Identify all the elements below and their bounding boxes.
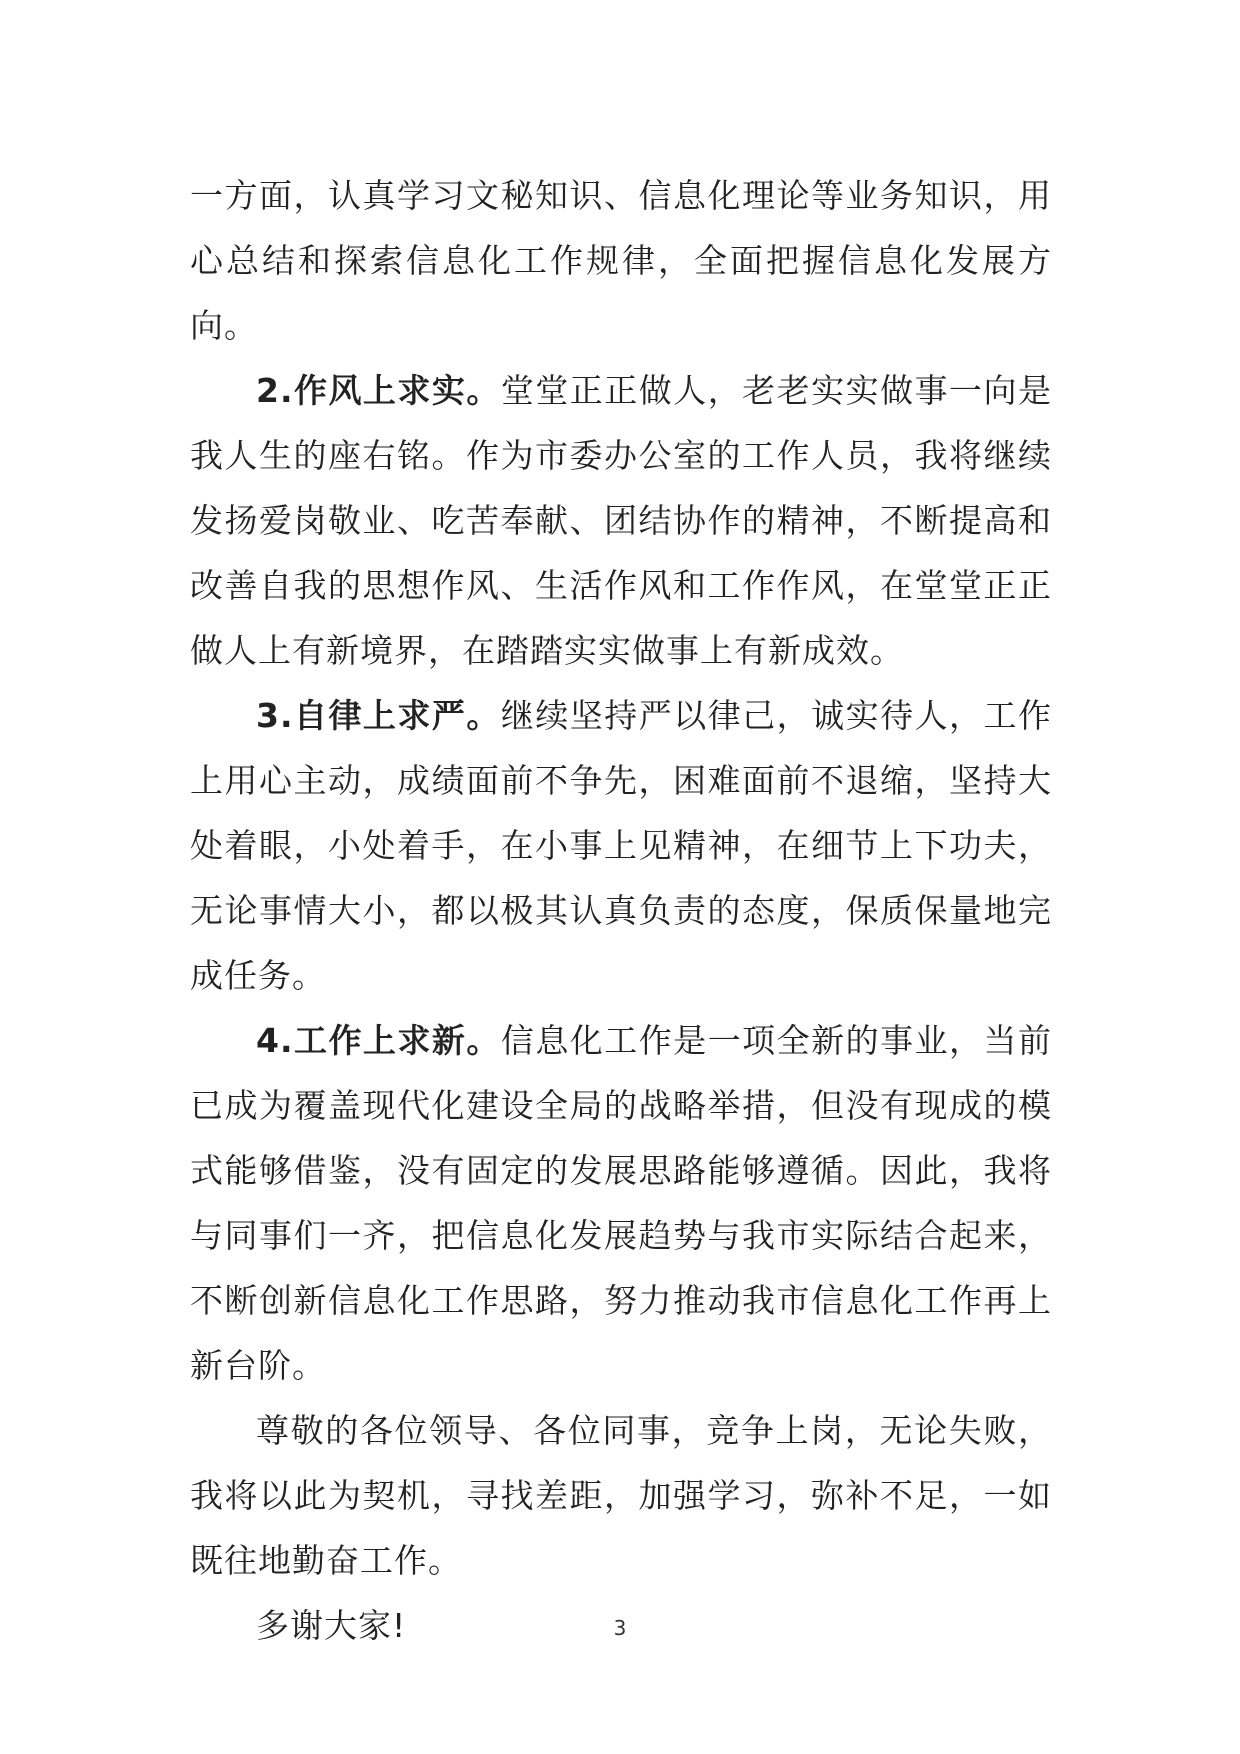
page-number: 3 <box>613 1616 627 1640</box>
paragraph-4 <box>190 1008 1052 1398</box>
paragraph-1-text: 一方面，认真学习文秘知识、信息化理论等业务知识，用心总结和探索信息化工作规律，全面把握信息化发展方向。 <box>190 176 1052 345</box>
paragraph-3-text: 继续坚持严以律己，诚实待人，工作上用心主动，成绩面前不争先，困难面前不退缩，坚持大处着眼，小处着手，在小事上见精神，在细节上下功夫，无论事情大小，都以极其认真负责的态度，保质保量地完成任务。 <box>190 696 1053 995</box>
paragraph-4-lead: 4.工作上求新。 <box>256 1021 501 1060</box>
paragraph-1 <box>190 163 1052 358</box>
paragraph-5 <box>190 1398 1052 1593</box>
paragraph-4-text: 信息化工作是一项全新的事业，当前已成为覆盖现代化建设全局的战略举措，但没有现成的模式能够借鉴，没有固定的发展思路能够遵循。因此，我将与同事们一齐，把信息化发展趋势与我市实际结合起来，不断创新信息化工作思路，努力推动我市信息化工作再上新台阶。 <box>190 1021 1053 1385</box>
paragraph-5-text: 尊敬的各位领导、各位同事，竞争上岗，无论失败，我将以此为契机，寻找差距，加强学习，弥补不足，一如既往地勤奋工作。 <box>190 1411 1052 1580</box>
paragraph-6-text: 多谢大家! <box>256 1606 407 1645</box>
paragraph-2 <box>190 358 1052 683</box>
document-body <box>190 163 1052 1658</box>
paragraph-2-lead: 2.作风上求实。 <box>256 371 501 410</box>
paragraph-2-text: 堂堂正正做人，老老实实做事一向是我人生的座右铭。作为市委办公室的工作人员，我将继续发扬爱岗敬业、吃苦奉献、团结协作的精神，不断提高和改善自我的思想作风、生活作风和工作作风，在堂堂正正做人上有新境界，在踏踏实实做事上有新成效。 <box>190 371 1053 670</box>
paragraph-3 <box>190 683 1052 1008</box>
paragraph-3-lead: 3.自律上求严。 <box>256 696 501 735</box>
